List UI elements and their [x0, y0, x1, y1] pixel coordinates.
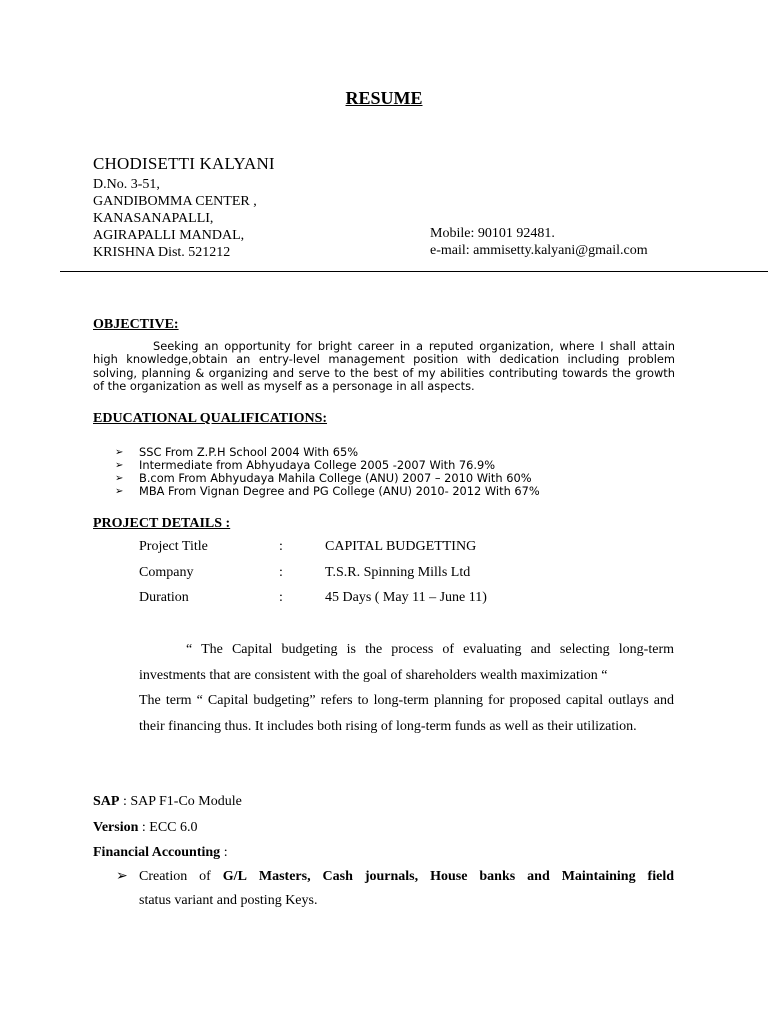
row-value: T.S.R. Spinning Mills Ltd — [325, 564, 471, 580]
education-item-text: B.com From Abhyudaya Mahila College (ANU) 2007 – 2010 With 60% — [139, 471, 532, 485]
row-separator: : — [279, 590, 283, 605]
row-label: Duration — [139, 590, 189, 605]
financial-accounting-item — [116, 865, 674, 913]
item-bold-word: G/L — [222, 869, 247, 884]
address-line: GANDIBOMMA CENTER , — [93, 194, 257, 209]
list-item — [115, 485, 540, 498]
row-separator: : — [279, 539, 283, 554]
email-address: e-mail: ammisetty.kalyani@gmail.com — [430, 243, 648, 258]
item-first-line — [139, 865, 674, 889]
item-bold-word: banks — [479, 869, 516, 884]
item-bold-word: Masters, — [258, 869, 311, 884]
row-separator: : — [279, 564, 283, 580]
item-word: Creation — [139, 869, 188, 884]
sap-label: SAP — [93, 794, 120, 809]
contact-block — [430, 225, 648, 259]
financial-accounting-value: : — [220, 845, 228, 860]
item-bold-word: and — [527, 869, 550, 884]
document-title: RESUME — [345, 88, 423, 108]
item-bold-word: field — [647, 869, 674, 884]
arrow-bullet-icon: ➢ — [115, 486, 124, 497]
education-item-text: Intermediate from Abhyudaya College 2005 -2007 With 76.9% — [139, 458, 496, 472]
project-term-paragraph: The term “ Capital budgeting” refers to long-term planning for proposed capital outlays and their financing thus. It includes both rising of long-term funds as well as their utilization. — [139, 693, 674, 734]
row-label: Project Title — [139, 539, 208, 554]
mobile-number: Mobile: 90101 92481. — [430, 226, 555, 241]
financial-accounting-line — [93, 840, 242, 866]
project-definition-paragraph: “ The Capital budgeting is the process of evaluating and selecting long-term investments that are consistent with the goal of shareholders wealth maximization “ — [139, 642, 674, 683]
row-value: CAPITAL BUDGETTING — [325, 539, 477, 554]
objective-heading: OBJECTIVE: — [93, 317, 179, 332]
financial-accounting-item-text — [139, 865, 674, 913]
arrow-bullet-icon: ➢ — [115, 447, 124, 458]
arrow-bullet-icon: ➢ — [115, 473, 124, 484]
objective-text: Seeking an opportunity for bright career in a reputed organization, where I shall attain high knowledge,obtain an entry-level management position with dedication including problem solving, planning & organizing and serve to the best of my abilities contributing towards the growth of the organization as well as myself as a personage in all aspects. — [93, 339, 675, 393]
item-bold-word: journals, — [364, 869, 419, 884]
item-second-line: status variant and posting Keys. — [139, 893, 318, 908]
address-line: KANASANAPALLI, — [93, 211, 214, 226]
education-heading: EDUCATIONAL QUALIFICATIONS: — [93, 411, 328, 426]
education-list — [115, 446, 540, 498]
education-item-text: SSC From Z.P.H School 2004 With 65% — [139, 445, 359, 459]
address-line: AGIRAPALLI MANDAL, — [93, 228, 245, 243]
item-bold-word: Cash — [322, 869, 353, 884]
address-block — [93, 176, 257, 261]
address-line: KRISHNA Dist. 521212 — [93, 245, 231, 260]
version-label: Version — [93, 819, 139, 835]
sap-line — [93, 789, 242, 815]
arrow-bullet-icon: ➢ — [115, 460, 124, 471]
version-line — [93, 815, 242, 841]
item-bold-word: Maintaining — [561, 869, 636, 884]
project-description — [139, 637, 674, 739]
arrow-bullet-icon: ➢ — [116, 869, 128, 884]
item-word: of — [199, 869, 211, 884]
version-value: : ECC 6.0 — [138, 819, 198, 835]
project-heading: PROJECT DETAILS : — [93, 516, 231, 531]
sap-value: : SAP F1-Co Module — [119, 794, 242, 809]
row-label: Company — [139, 564, 194, 580]
candidate-name: CHODISETTI KALYANI — [93, 154, 275, 173]
sap-section — [93, 789, 242, 866]
header-divider — [60, 271, 768, 272]
education-item-text: MBA From Vignan Degree and PG College (ANU) 2010- 2012 With 67% — [139, 484, 540, 498]
row-value: 45 Days ( May 11 – June 11) — [325, 590, 487, 605]
address-line: D.No. 3-51, — [93, 177, 160, 192]
financial-accounting-label: Financial Accounting — [93, 845, 221, 860]
item-bold-word: House — [430, 869, 468, 884]
